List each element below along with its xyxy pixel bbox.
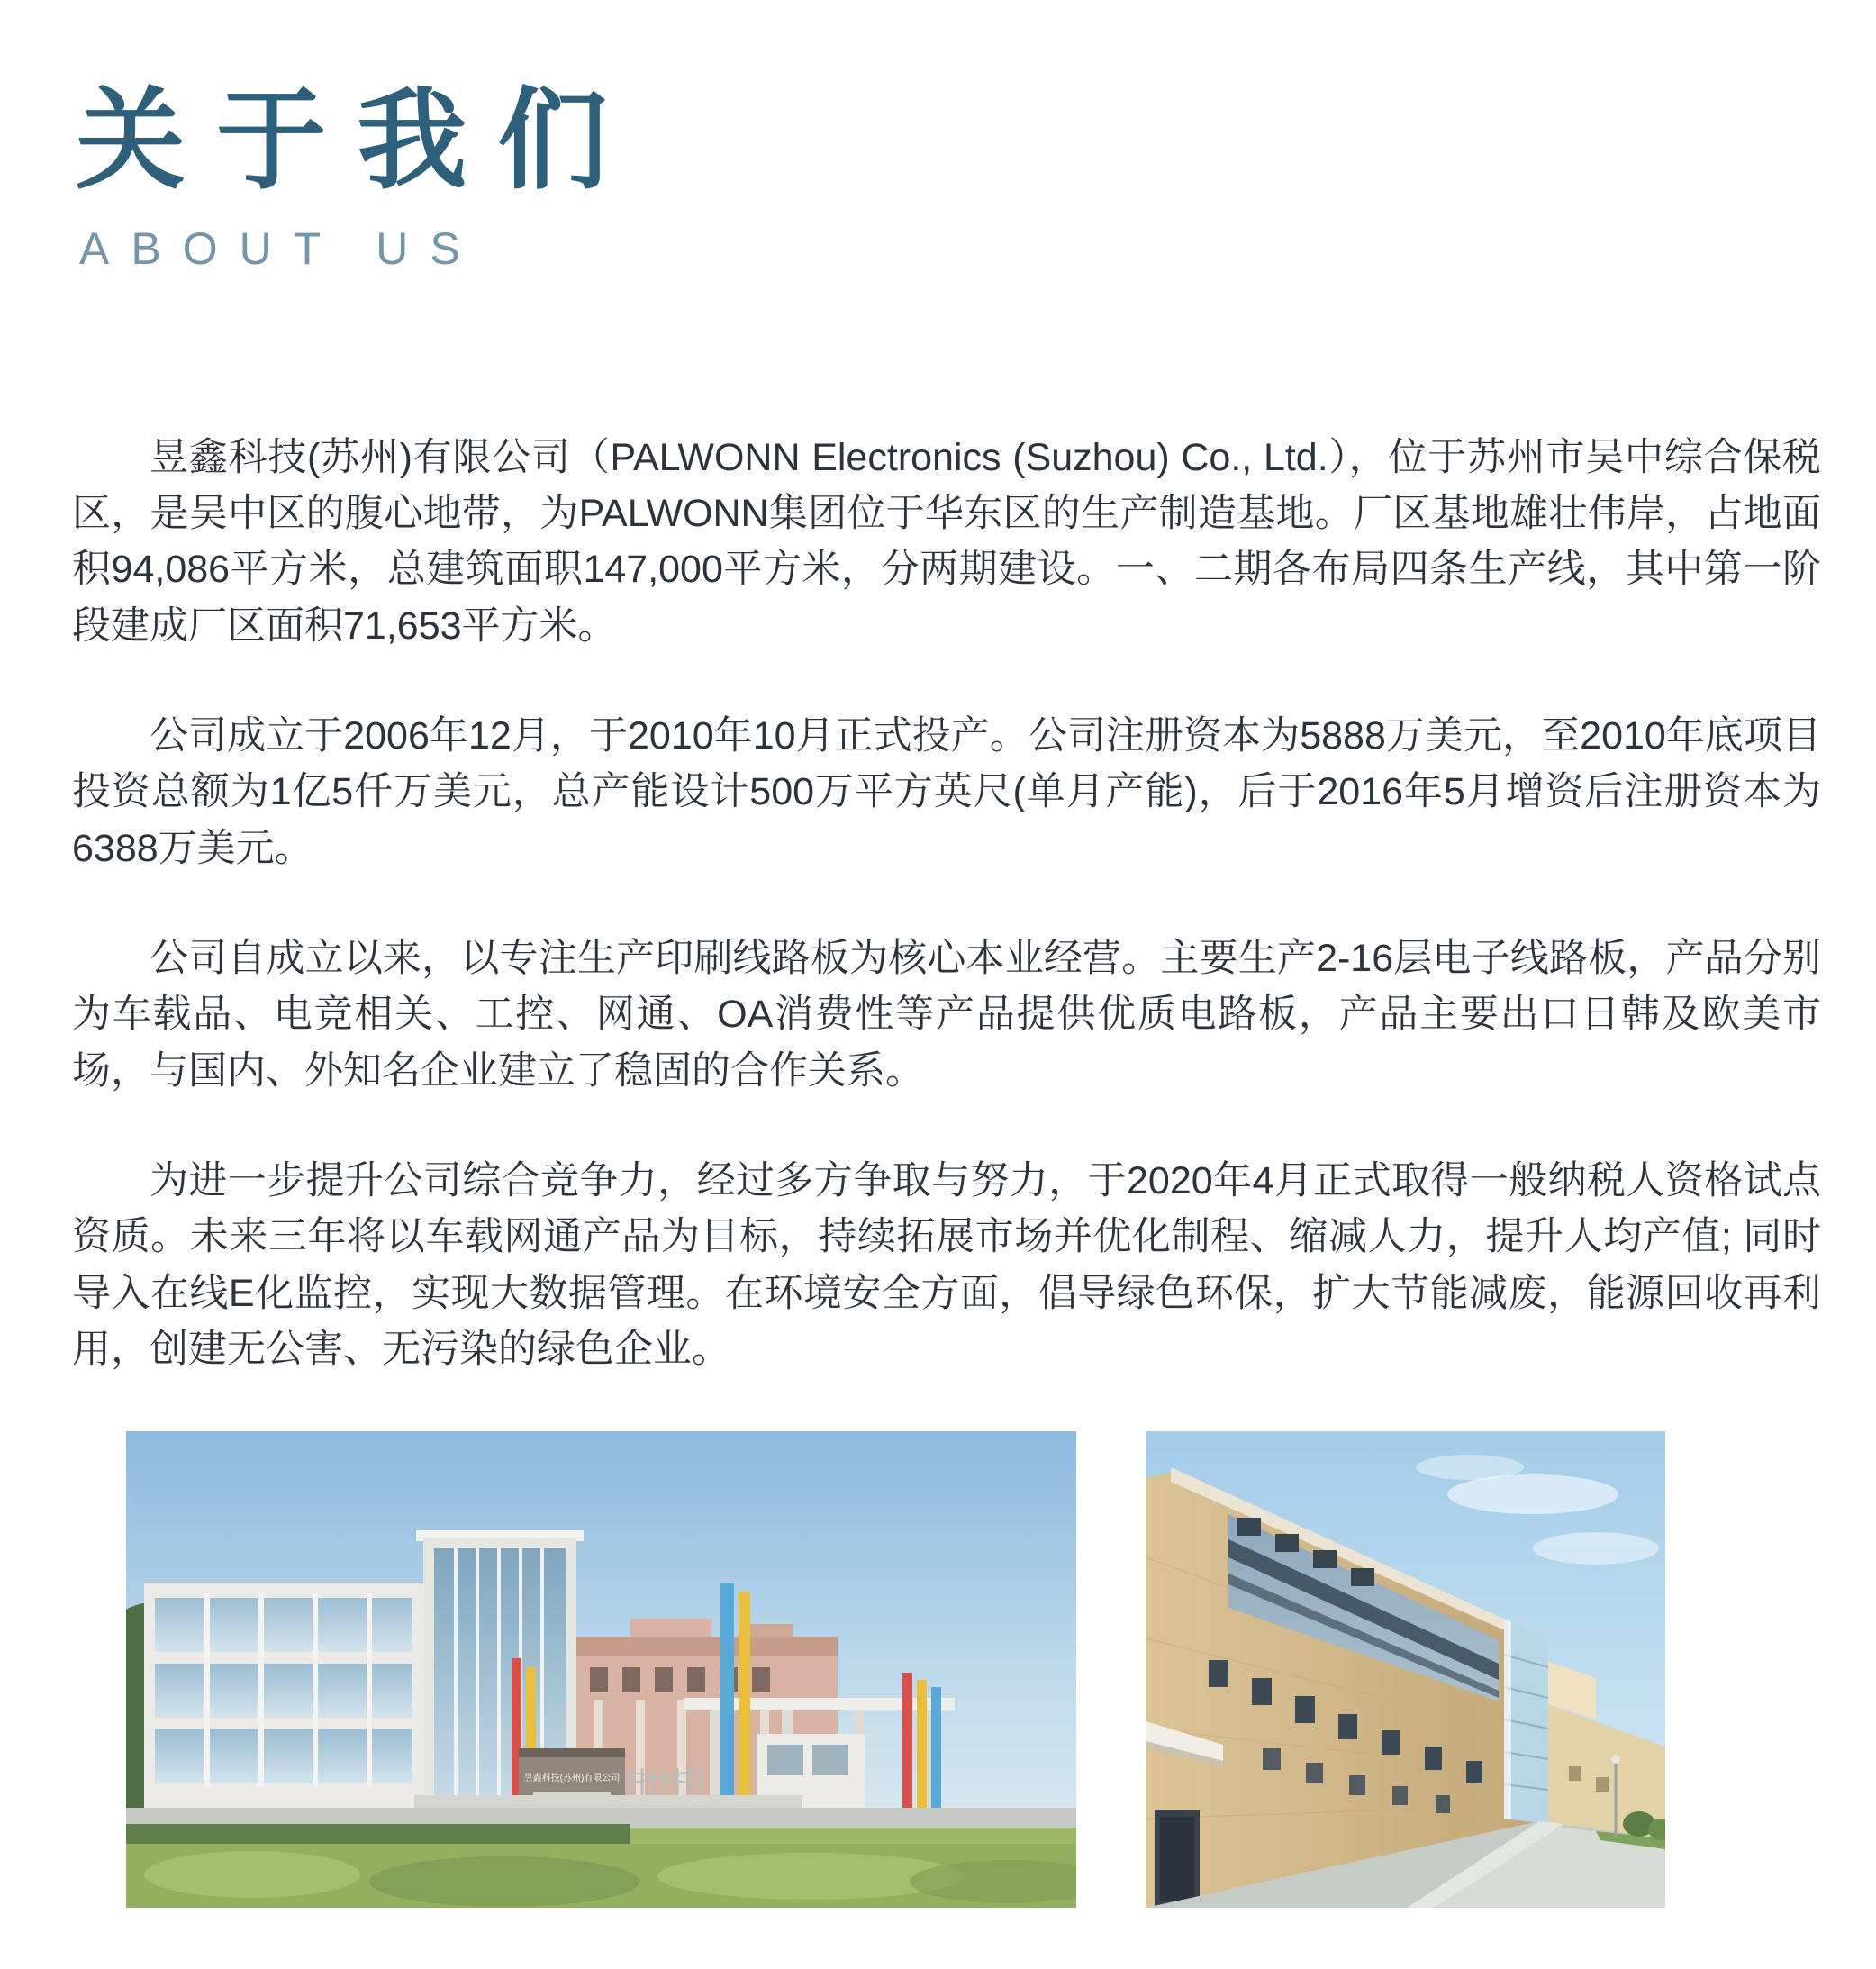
photo-headquarters bbox=[126, 1431, 1076, 1908]
door bbox=[1155, 1810, 1200, 1908]
company-sign-text: 昱鑫科技(苏州)有限公司 bbox=[523, 1774, 621, 1784]
paragraph-future-plans: 为进一步提升公司综合竞争力，经过多方争取与努力，于2020年4月正式取得一般纳税人资格试点资质。未来三年将以车载网通产品为目标，持续拓展市场并优化制程、缩减人力，提升人均产值; 同时导入在线E化监控，实现大数据管理。在环境安全方面，倡导绿色环保，扩大节能减废，能源回收再利用，创建无公害、无污染的绿色企业。 bbox=[72, 1159, 1821, 1372]
page-title: 关于我们 bbox=[76, 79, 639, 202]
page-subtitle: ABOUT US bbox=[79, 222, 482, 274]
photo-gallery bbox=[126, 1431, 1817, 1908]
photo-factory-side bbox=[1146, 1431, 1665, 1908]
headquarters-photo-graphic bbox=[126, 1431, 1076, 1908]
grounds-hedges bbox=[126, 1795, 1076, 1908]
page-header bbox=[72, 79, 1817, 275]
paragraph-company-intro: 昱鑫科技(苏州)有限公司（PALWONN Electronics (Suzhou) Co., Ltd.），位于苏州市吴中综合保税区，是吴中区的腹心地带，为PALWONN集团位于华东区的生产制造基地。厂区基地雄壮伟岸，占地面积94,086平方米，总建筑面职147,000平方米，分两期建设。一、二期各布局四条生产线，其中第一阶段建成厂区面积71,653平方米。 bbox=[72, 435, 1821, 648]
paragraph-products-markets: 公司自成立以来，以专注生产印刷线路板为核心本业经营。主要生产2-16层电子线路板，产品分别为车载品、电竞相关、工控、网通、OA消费性等产品提供优质电路板，产品主要出口日韩及欧美市场，与国内、外知名企业建立了稳固的合作关系。 bbox=[72, 937, 1821, 1093]
glass-stair-tower bbox=[1504, 1619, 1548, 1824]
about-content bbox=[72, 430, 1821, 1378]
paragraph-founding-capital: 公司成立于2006年12月，于2010年10月正式投产。公司注册资本为5888万美元，至2010年底项目投资总额为1亿5仟万美元，总产能设计500万平方英尺(单月产能)，后于2016年5月增资后注册资本为6388万美元。 bbox=[72, 714, 1821, 870]
factory-photo-graphic bbox=[1146, 1431, 1665, 1908]
